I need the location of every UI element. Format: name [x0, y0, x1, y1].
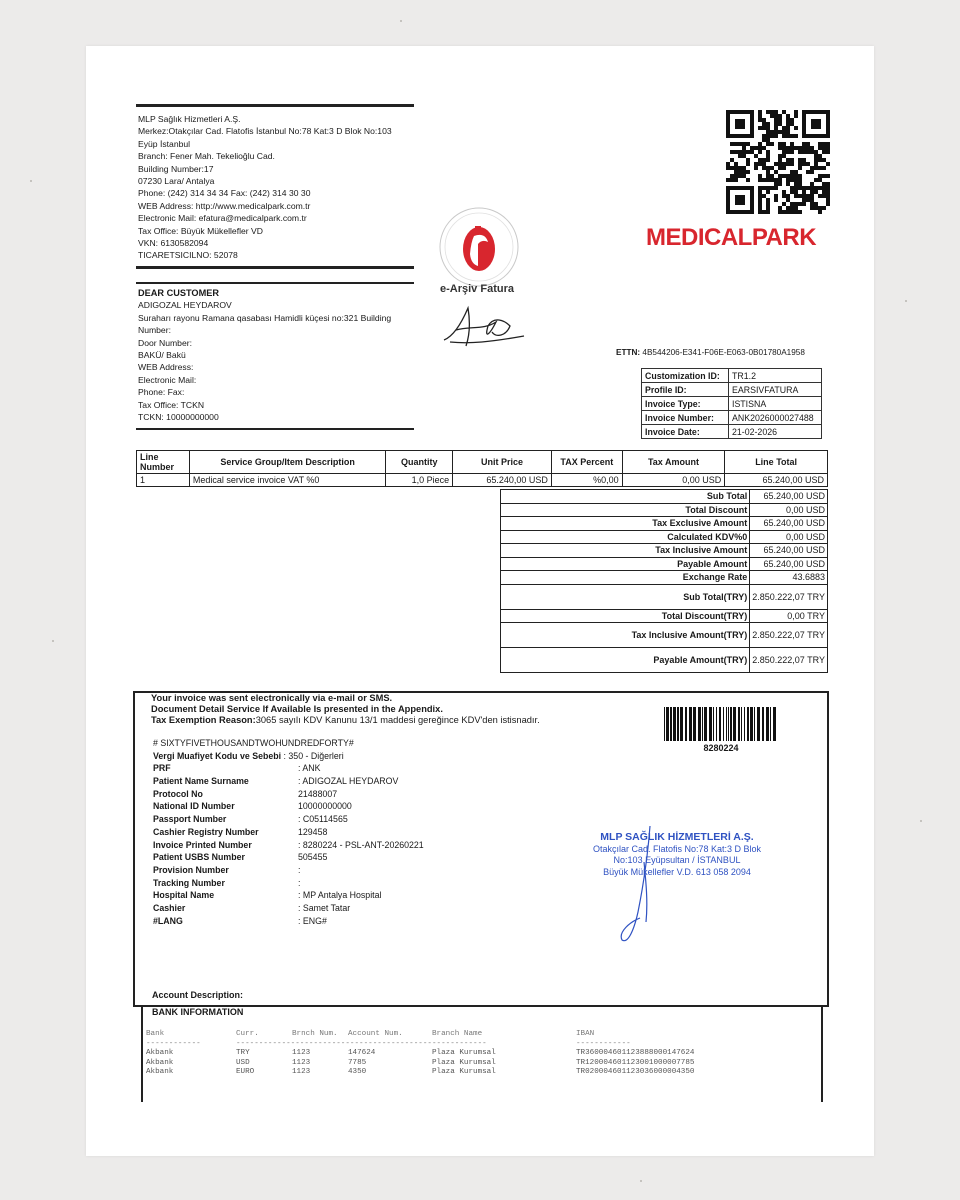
totals-key: Sub Total: [501, 490, 750, 504]
bank-cell: Plaza Kurumsal: [432, 1049, 496, 1058]
bank-header: IBAN: [576, 1030, 595, 1038]
detail-value: 10000000000: [298, 801, 352, 812]
bank-header: Account Num.: [348, 1030, 403, 1038]
totals-value: 43.6883: [750, 571, 828, 585]
bank-cell: 4350: [348, 1068, 367, 1077]
detail-value: 129458: [298, 826, 328, 837]
totals-row: [501, 490, 828, 504]
detail-row: [153, 788, 424, 801]
bank-cell: 7785: [348, 1058, 367, 1067]
item-cell: 65.240,00 USD: [453, 474, 552, 487]
detail-key: Patient Name Surname: [153, 776, 249, 787]
invoice-page: MLP Sağlık Hizmetleri A.Ş. Merkez:Otakçılar Cad. Flatofis İstanbul No:78 Kat:3 D Blok No:103 Eyüp İstanbul Branch: Fener Mah. Tekelioğlu Cad. Building Number:17 07230 Lara/ Antalya Phone: (242) 314 34 34 Fax: (242) 314 30 30 WEB Address: http://www.medicalpark.com.tr Electronic Mail: efatura@medicalpark.com.tr Tax Office: Büyük Mükellefler VD VKN: 6130582094 TICARETSICILNO: 52078 DEAR CUSTOMER ADIGOZAL HEYDAROV Suraharı rayonu Ramana qasabası Hamidli küçesi no:321 Building Number: Door Number: BAKÜ/ Bakü WEB Address: Electronic Mail: Phone: Fax: Tax Office: TCKN TCKN: 10000000000 e-Arşiv Fatura MEDICALPARK ETTN: 4B544206-E341-F06E-E063-0B01780A1958 Customization ID: TR1.2 Profile ID: EARSIVFATURA Invoice Type: ISTISNA Invoice Number: ANK2026000027488 Invoice Date: 21-02-2026 Line Number Service Group/Item Description Quantity Unit Price TAX Percent Tax Amount Line Total 1 Medical service invoice VAT %0 1,0 Piece 65.240,00 USD %0,00 0,00 USD 65.240,00 USD Sub Total 65.240,00 USD Total Discount 0,00 USD Tax Exclusive Amount 65.240,00 USD Calculated KDV%0 0,00 USD Tax Inclusive Amount 65.240,00 USD Payable Amount 65.240,00 USD Exchange Rate 43.6883 Sub Total(TRY) 2.850.222,07 TRY Total Discount(TRY) 0,00 TRY Tax Inclusive Amount(TRY) 2.850.222,07 TRY Payable Amount(TRY) 2.850.222,07 TRY Your invoice was sent electronically via e-mail or SMS. Document Detail Service If Available Is presented in the Appendix. Tax Exemption Reason:3065 sayılı KDV Kanunu 13/1 maddesi gereğince KDV'den istisnadır. 8280224 # SIXTYFIVETHOUSANDTWOHUNDREDFORTY# Vergi Muafiyet Kodu ve Sebebi : 350 - Diğerleri PRF : ANK Patient Name Surname : ADIGOZAL HEYDAROV Protocol No 21488007 National ID Number 10000000000 Passport Number : C05114565 Cashier Registry Number 129458 Invoice Printed Number : 8280224 - PSL-ANT-20260221 Patient USBS Number 505455 Provision Number : Tracking Number : Hospital Name : MP Antalya Hospital Cashier : Samet Tatar #LANG : ENG# MLP SAĞLIK HİZMETLERİ A.Ş. Otakçılar Cad. Flatofis No:78 Kat:3 D Blok No:103 Eyüpsultan / İSTANBUL Büyük Mükellefler V.D. 613 058 2094 Account Description: BANK INFORMATION Bank Curr. Brnch Num. Account Num. Branch Name IBAN ------------ ------------------------------------------- ------------ ------------ Akbank TRY 1123 147624 Plaza Kurumsal TR360004601123888000147624 Akbank USD 1123 7785 Plaza Kurumsal TR120004601123001000007785 Akbank EURO 1123 4350 Plaza Kurumsal TR020004601123036000004350: [86, 46, 874, 1156]
seller-line: Building Number:17: [138, 163, 214, 174]
totals-value: 65.240,00 USD: [750, 544, 828, 558]
detail-row: [153, 762, 424, 775]
profile-table: [641, 368, 822, 439]
seller-line: Phone: (242) 314 34 34 Fax: (242) 314 30 30: [138, 188, 311, 199]
seller-line: Branch: Fener Mah. Tekelioğlu Cad.: [138, 151, 275, 162]
barcode-number: 8280224: [703, 743, 739, 753]
totals-key: Tax Inclusive Amount: [501, 544, 750, 558]
totals-row: [501, 609, 828, 623]
detail-key: National ID Number: [153, 801, 235, 812]
buyer-line: Phone: Fax:: [138, 387, 185, 398]
barcode-icon: [664, 707, 778, 741]
detail-key: Cashier Registry Number: [153, 826, 259, 837]
detail-value: : ADIGOZAL HEYDAROV: [298, 776, 399, 787]
totals-value: 0,00 USD: [750, 503, 828, 517]
exemption-text: 3065 sayılı KDV Kanunu 13/1 maddesi gereğince KDV'den istisnadır.: [255, 715, 540, 725]
document-type: e-Arşiv Fatura: [440, 283, 514, 295]
account-description-label: Account Description:: [152, 990, 244, 1000]
buyer-name: ADIGOZAL HEYDAROV: [138, 300, 232, 311]
totals-row: [501, 584, 828, 609]
buyer-info: [138, 287, 418, 423]
detail-row: [153, 813, 424, 826]
bank-cell: 1123: [292, 1049, 311, 1058]
totals-row: [501, 544, 828, 558]
detail-row: [153, 775, 424, 788]
item-cell: 1: [137, 474, 190, 487]
buyer-heading: DEAR CUSTOMER: [138, 288, 219, 298]
totals-key: Total Discount(TRY): [501, 609, 750, 623]
buyer-address: Suraharı rayonu Ramana qasabası Hamidli küçesi no:321 Building Number:: [138, 312, 392, 336]
bank-cell: TR360004601123888000147624: [576, 1049, 695, 1058]
detail-value: : 8280224 - PSL-ANT-20260221: [298, 839, 424, 850]
item-cell: 0,00 USD: [622, 474, 725, 487]
bank-header: Branch Name: [432, 1030, 483, 1038]
detail-row: [153, 877, 424, 890]
detail-key: Patient USBS Number: [153, 852, 245, 863]
buyer-line: WEB Address:: [138, 362, 194, 373]
detail-value: :: [298, 877, 301, 888]
totals-key: Payable Amount(TRY): [501, 648, 750, 673]
exemption-label: Tax Exemption Reason:: [151, 715, 256, 725]
detail-value: 505455: [298, 852, 328, 863]
detail-key: Protocol No: [153, 788, 203, 799]
detail-value: : ENG#: [298, 915, 327, 926]
seller-line: 07230 Lara/ Antalya: [138, 176, 215, 187]
detail-row: [153, 915, 424, 928]
profile-row: [642, 397, 822, 411]
buyer-top-rule: [136, 282, 414, 284]
stamp-line: Otakçılar Cad. Flatofis No:78 Kat:3 D Blok: [592, 843, 762, 854]
amount-words: # SIXTYFIVETHOUSANDTWOHUNDREDFORTY#: [153, 738, 354, 748]
detail-key: Cashier: [153, 902, 186, 913]
totals-key: Tax Exclusive Amount: [501, 517, 750, 531]
stamp-line: No:103 Eyüpsultan / İSTANBUL: [613, 855, 741, 865]
totals-key: Payable Amount: [501, 557, 750, 571]
detail-value: : C05114565: [298, 814, 348, 825]
detail-value: :: [298, 864, 301, 875]
bank-cell: Akbank: [146, 1058, 174, 1067]
items-header: Unit Price: [453, 451, 552, 474]
items-header: Service Group/Item Description: [189, 451, 385, 474]
totals-key: Tax Inclusive Amount(TRY): [501, 623, 750, 648]
profile-value: 21-02-2026: [729, 425, 822, 439]
notes-line: Your invoice was sent electronically via e-mail or SMS.: [151, 693, 393, 703]
bank-cell: 1123: [292, 1068, 311, 1077]
profile-key: Invoice Number:: [642, 411, 729, 425]
totals-key: Total Discount: [501, 503, 750, 517]
detail-value: : MP Antalya Hospital: [298, 890, 382, 901]
buyer-line: Electronic Mail:: [138, 374, 197, 385]
patient-details: [153, 737, 424, 927]
detail-row: [153, 851, 424, 864]
item-cell: 65.240,00 USD: [725, 474, 828, 487]
item-cell: Medical service invoice VAT %0: [189, 474, 385, 487]
line-items-table: [136, 450, 828, 487]
detail-key: #LANG: [153, 915, 183, 926]
detail-row: [153, 800, 424, 813]
detail-key: Vergi Muafiyet Kodu ve Sebebi: [153, 750, 282, 761]
totals-value: 2.850.222,07 TRY: [750, 648, 828, 673]
signature-icon: [440, 296, 530, 354]
items-header-row: [137, 451, 828, 474]
totals-key: Sub Total(TRY): [501, 584, 750, 609]
ettn: [616, 348, 805, 357]
stamp-line: Büyük Mükellefler V.D. 613 058 2094: [603, 866, 751, 877]
detail-key: Invoice Printed Number: [153, 839, 252, 850]
items-header: Tax Amount: [622, 451, 725, 474]
totals-value: 65.240,00 USD: [750, 557, 828, 571]
bank-cell: TR120004601123001000007785: [576, 1058, 695, 1067]
totals-value: 0,00 USD: [750, 530, 828, 544]
profile-key: Customization ID:: [642, 369, 729, 383]
profile-row: [642, 425, 822, 439]
totals-row: [501, 557, 828, 571]
bank-header: Bank: [146, 1030, 165, 1038]
items-header: Line Number: [137, 451, 190, 474]
profile-row: [642, 411, 822, 425]
bank-cell: EURO: [236, 1068, 255, 1077]
totals-row: [501, 648, 828, 673]
buyer-line: TCKN: 10000000000: [138, 412, 219, 423]
items-header: Quantity: [386, 451, 453, 474]
buyer-bottom-rule: [136, 428, 414, 430]
profile-key: Invoice Date:: [642, 425, 729, 439]
detail-row: [153, 902, 424, 915]
buyer-line: BAKÜ/ Bakü: [138, 350, 186, 361]
bank-cell: TR020004601123036000004350: [576, 1068, 695, 1077]
brand-logo-text: MEDICALPARK: [646, 224, 817, 251]
profile-value: ISTISNA: [729, 397, 822, 411]
totals-value: 2.850.222,07 TRY: [750, 584, 828, 609]
detail-row: [153, 750, 424, 763]
qr-code-icon: [726, 110, 830, 214]
notes-exemption: [151, 715, 540, 726]
bank-cell: Plaza Kurumsal: [432, 1068, 496, 1077]
item-cell: 1,0 Piece: [386, 474, 453, 487]
detail-key: Passport Number: [153, 814, 227, 825]
seller-line: MLP Sağlık Hizmetleri A.Ş.: [138, 114, 241, 124]
profile-row: [642, 383, 822, 397]
bank-cell: Akbank: [146, 1049, 174, 1058]
bank-cell: 147624: [348, 1049, 376, 1058]
detail-key: PRF: [153, 763, 171, 774]
bank-cell: USD: [236, 1058, 250, 1067]
totals-value: 65.240,00 USD: [750, 517, 828, 531]
seller-line: WEB Address: http://www.medicalpark.com.tr: [138, 200, 311, 211]
totals-row: [501, 530, 828, 544]
stamp-signature-icon: [610, 822, 670, 952]
buyer-line: Tax Office: TCKN: [138, 399, 205, 410]
totals-row: [501, 571, 828, 585]
detail-row: [153, 839, 424, 852]
totals-key: Calculated KDV%0: [501, 530, 750, 544]
buyer-line: Door Number:: [138, 337, 192, 348]
ettn-value: 4B544206-E341-F06E-E063-0B01780A1958: [642, 348, 805, 357]
profile-key: Invoice Type:: [642, 397, 729, 411]
detail-value: : Samet Tatar: [298, 902, 351, 913]
notes-line: Document Detail Service If Available Is presented in the Appendix.: [151, 704, 443, 714]
bank-cell: 1123: [292, 1058, 311, 1067]
stamp-title: MLP SAĞLIK HİZMETLERİ A.Ş.: [600, 831, 754, 843]
items-header: TAX Percent: [551, 451, 622, 474]
profile-value: TR1.2: [729, 369, 822, 383]
notes-header: [151, 693, 540, 726]
bank-title: BANK INFORMATION: [152, 1007, 244, 1017]
bank-header: Brnch Num.: [292, 1030, 338, 1038]
bank-header: Curr.: [236, 1030, 259, 1038]
profile-key: Profile ID:: [642, 383, 729, 397]
seller-bottom-rule: [136, 266, 414, 269]
seller-line: TICARETSICILNO: 52078: [138, 250, 238, 261]
bank-cell: Akbank: [146, 1068, 174, 1077]
items-header: Line Total: [725, 451, 828, 474]
profile-value: EARSIVFATURA: [729, 383, 822, 397]
totals-table: [500, 489, 828, 673]
seller-line: VKN: 6130582094: [138, 238, 209, 249]
table-row: [137, 474, 828, 487]
totals-value: 2.850.222,07 TRY: [750, 623, 828, 648]
ministry-seal-icon: [438, 206, 520, 288]
detail-row: [153, 889, 424, 902]
totals-value: 65.240,00 USD: [750, 490, 828, 504]
bank-cell: TRY: [236, 1049, 250, 1058]
totals-key: Exchange Rate: [501, 571, 750, 585]
totals-row: [501, 517, 828, 531]
seller-line: Merkez:Otakçılar Cad. Flatofis İstanbul No:78 Kat:3 D Blok No:103: [138, 126, 392, 137]
seller-info: [138, 113, 418, 262]
detail-row: [153, 864, 424, 877]
detail-key: Provision Number: [153, 864, 229, 875]
bank-cell: Plaza Kurumsal: [432, 1058, 496, 1067]
totals-row: [501, 503, 828, 517]
detail-value: : 350 - Diğerleri: [283, 750, 344, 761]
detail-key: Tracking Number: [153, 877, 225, 888]
detail-row: [153, 826, 424, 839]
detail-value: 21488007: [298, 788, 338, 799]
detail-value: : ANK: [298, 763, 321, 774]
seller-line: Electronic Mail: efatura@medicalpark.com.tr: [138, 213, 307, 224]
item-cell: %0,00: [551, 474, 622, 487]
profile-row: [642, 369, 822, 383]
profile-value: ANK2026000027488: [729, 411, 822, 425]
detail-key: Hospital Name: [153, 890, 215, 901]
seller-line: Tax Office: Büyük Mükellefler VD: [138, 225, 263, 236]
totals-value: 0,00 TRY: [750, 609, 828, 623]
seller-top-rule: [136, 104, 414, 107]
seller-line: Eyüp İstanbul: [138, 138, 191, 149]
ettn-label: ETTN:: [616, 348, 641, 357]
totals-row: [501, 623, 828, 648]
